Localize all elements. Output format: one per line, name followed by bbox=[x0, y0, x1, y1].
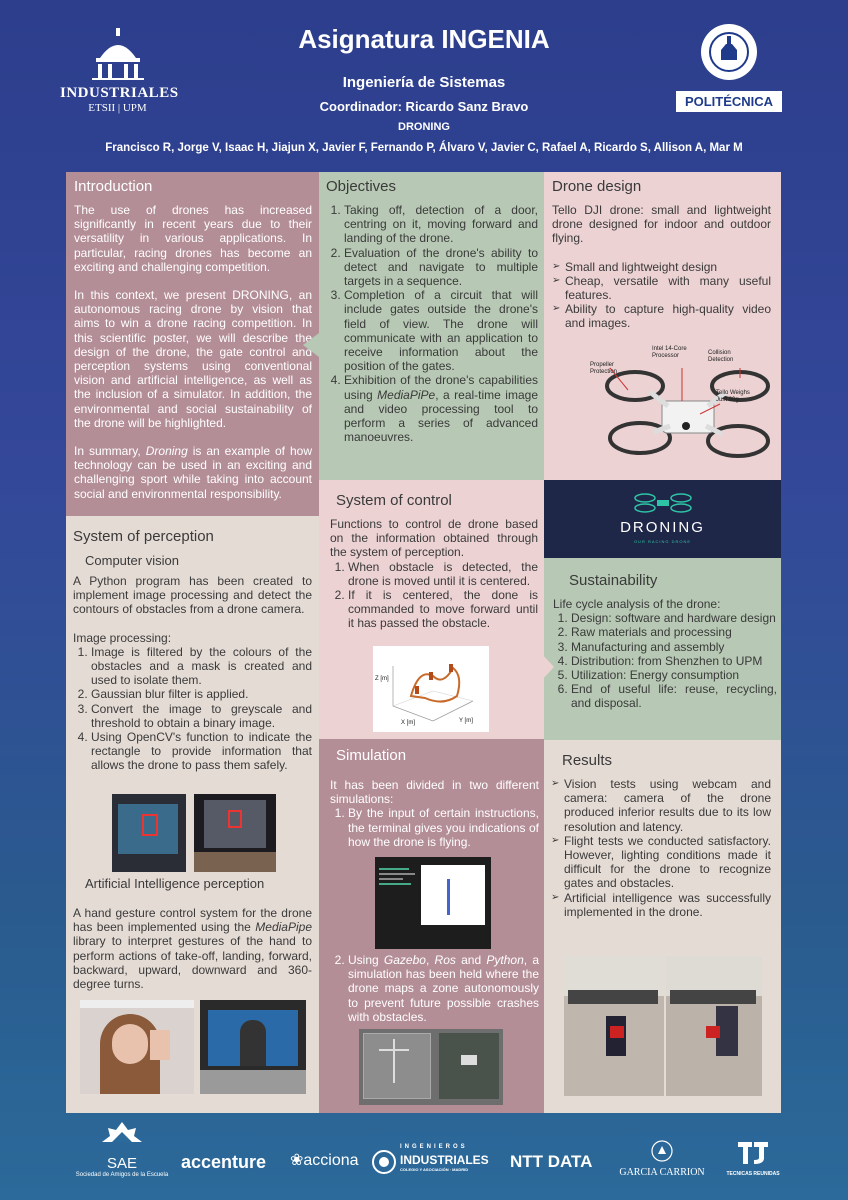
list-item: 3. Manufacturing and assembly bbox=[571, 640, 777, 654]
intro-paragraph-3: In summary, Droning is an example of how technology can be used in an exciting and challenging sport while taking into account social and environmental responsibility. bbox=[74, 444, 312, 501]
computer-vision-title: Computer vision bbox=[85, 553, 179, 568]
results-photo-2 bbox=[666, 956, 762, 1096]
page-title: Asignatura INGENIA bbox=[298, 24, 550, 54]
intro-paragraph-1: The use of drones has increased significantly in recent years due to their versatility in various applications. In particular, racing drones has become an exciting and challenging competition. bbox=[74, 203, 312, 274]
terminal-screenshot bbox=[375, 857, 491, 949]
objectives-panel bbox=[319, 172, 544, 480]
list-item: 3. Convert the image to greyscale and threshold to obtain a binary image. bbox=[91, 702, 312, 730]
tecnicas-reunidas-logo bbox=[718, 1140, 788, 1177]
drone-design-title: Drone design bbox=[552, 178, 642, 195]
control-list bbox=[330, 560, 538, 631]
ingenieros-industriales-logo bbox=[372, 1144, 500, 1174]
page-subtitle: Ingeniería de Sistemas bbox=[342, 74, 506, 91]
vision-test-photo-1 bbox=[112, 794, 186, 872]
crest-icon bbox=[651, 1140, 673, 1162]
list-item: 1. By the input of certain instructions, the terminal gives you indications of how the drone is flying. bbox=[348, 806, 539, 849]
image-processing-list bbox=[73, 645, 312, 773]
drone-design-panel bbox=[544, 172, 781, 480]
arrow-connector-icon bbox=[303, 330, 323, 360]
ing-sub: COLEGIO Y ASOCIACIÓN · MADRID bbox=[400, 1166, 469, 1172]
coordinator: Coordinador: Ricardo Sanz Bravo bbox=[319, 99, 529, 114]
control-title: System of control bbox=[336, 492, 452, 509]
list-item: ➢ Small and lightweight design bbox=[552, 260, 771, 274]
trajectory-plot bbox=[373, 646, 489, 732]
sae-text: SAE bbox=[106, 1155, 137, 1172]
sae-subtext: Sociedad de Amigos de la Escuela bbox=[75, 1172, 169, 1178]
garcia-text: GARCIA CARRION bbox=[619, 1167, 705, 1178]
objectives-title: Objectives bbox=[326, 178, 397, 195]
tecnicas-text: TECNICAS REUNIDAS bbox=[726, 1171, 780, 1177]
list-item: 3. Completion of a circuit that will include gates outside the drone's field of view. The drone will communicate with an application to receive information about the position of the gates. bbox=[344, 288, 538, 373]
list-item: 1. When obstacle is detected, the drone is moved until it is centered. bbox=[348, 560, 538, 588]
simulation-title: Simulation bbox=[336, 747, 407, 764]
perception-panel bbox=[66, 516, 319, 1113]
list-item: 5. Utilization: Energy consumption bbox=[571, 668, 777, 682]
image-processing-title: Image processing: bbox=[73, 630, 172, 645]
plot-z-label: Z [m] bbox=[375, 676, 389, 682]
objectives-list bbox=[326, 203, 538, 444]
industriales-sub: ETSII | UPM bbox=[88, 102, 147, 114]
plot-x-label: X [m] bbox=[401, 720, 416, 726]
perception-title: System of perception bbox=[73, 528, 214, 545]
hand-gesture-photo-2 bbox=[200, 1000, 306, 1094]
seal-icon bbox=[372, 1150, 396, 1174]
sustainability-title: Sustainability bbox=[569, 572, 658, 589]
processor-label: Intel 14-Core Processor bbox=[652, 346, 687, 359]
drone-logo-icon bbox=[633, 492, 693, 514]
simulation-list bbox=[330, 806, 539, 849]
ai-perception-title: Artificial Intelligence perception bbox=[85, 876, 265, 891]
arrow-connector-icon bbox=[540, 652, 554, 682]
simulation-list-2 bbox=[330, 953, 539, 1024]
drone-design-list bbox=[552, 260, 771, 331]
ai-perception-text: A hand gesture control system for the drone has been implemented using the MediaPipe library to interpret gestures of the hand to perform actions of take-off, landing, forward, backward, upward, downward and 360-degree turns. bbox=[73, 906, 312, 992]
list-item: 2. If it is centered, the done is commanded to move forward until it has passed the obstacle. bbox=[348, 588, 538, 631]
control-panel bbox=[319, 480, 544, 739]
sae-logo bbox=[62, 1120, 182, 1178]
computer-vision-text: A Python program has been created to implement image processing and detect the contours of obstacles from a drone camera. bbox=[73, 574, 312, 617]
list-item: 4. Distribution: from Shenzhen to UPM bbox=[571, 654, 777, 668]
politecnica-label: POLITÉCNICA bbox=[676, 91, 782, 112]
results-list bbox=[551, 777, 771, 919]
accenture-logo: accenture bbox=[181, 1152, 267, 1172]
list-item: 1. Design: software and hardware design bbox=[571, 611, 777, 625]
garcia-carrion-logo bbox=[612, 1140, 712, 1178]
ing-top: INGENIEROS bbox=[400, 1144, 468, 1150]
list-item: 2. Gaussian blur filter is applied. bbox=[91, 687, 312, 701]
list-item: 4. Exhibition of the drone's capabilities using MediaPiPe, a real-time image and video processing tool to perform a series of advanced manoeuvres. bbox=[344, 373, 538, 444]
sponsor-logos bbox=[0, 1120, 848, 1200]
tr-icon bbox=[736, 1140, 770, 1166]
list-item: ➢ Vision tests using webcam and camera: camera of the drone produced inferior results due to its low resolution and latency. bbox=[551, 777, 771, 834]
industriales-name: INDUSTRIALES bbox=[60, 85, 179, 101]
drone-design-text: Tello DJI drone: small and lightweight drone designed for indoor and outdoor flying. bbox=[552, 203, 771, 246]
list-item: ➢ Cheap, versatile with many useful features. bbox=[552, 274, 771, 302]
intro-paragraph-2: In this context, we present DRONING, an autonomous racing drone by vision that aims to win a drone racing competition. In this scientific poster, we will describe the design of the drone, the gate control and perception systems using conventional vision and artificial intelligence, as well as the inclusion of a simulator. In addition, the environmental and social sustainability of the drone will be highlighted. bbox=[74, 288, 312, 430]
list-item: 2. Raw materials and processing bbox=[571, 625, 777, 639]
acciona-logo: ❀acciona bbox=[290, 1152, 359, 1169]
control-text: Functions to control de drone based on the information obtained through the system of perception. bbox=[330, 517, 538, 560]
results-title: Results bbox=[562, 752, 613, 769]
sustainability-list bbox=[553, 611, 777, 710]
weight-label: Tello Weighs Just 80g bbox=[716, 390, 750, 403]
list-item: 2. Evaluation of the drone's ability to detect and navigate to multiple targets in a sequence. bbox=[344, 246, 538, 289]
project-name: DRONING bbox=[398, 121, 450, 133]
list-item: ➢ Ability to capture high-quality video and images. bbox=[552, 302, 771, 330]
simulation-panel bbox=[319, 739, 544, 1113]
ntt-data-logo: NTT DATA bbox=[510, 1152, 593, 1171]
drone-diagram bbox=[590, 346, 780, 476]
droning-logo-tagline: OUR RACING DRONE bbox=[633, 539, 692, 544]
list-item: ➢ Flight tests we conducted satisfactory. However, lighting conditions made it difficult for the drone to recognize gates and obstacles. bbox=[551, 834, 771, 891]
introduction-panel bbox=[66, 172, 319, 516]
results-panel bbox=[544, 740, 781, 1113]
collision-label: Collision Detection bbox=[708, 350, 734, 363]
hand-gesture-photo-1 bbox=[80, 1000, 194, 1094]
list-item: 1. Taking off, detection of a door, centring on it, moving forward and landing of the drone. bbox=[344, 203, 538, 246]
list-item: 2. Using Gazebo, Ros and Python, a simulation has been held where the drone maps a zone autonomously to prevent future possible crashes with obstacles. bbox=[348, 953, 539, 1024]
list-item: ➢ Artificial intelligence was successfully implemented in the drone. bbox=[551, 891, 771, 919]
gear-icon bbox=[102, 1120, 142, 1150]
authors: Francisco R, Jorge V, Isaac H, Jiajun X, Javier F, Fernando P, Álvaro V, Javier C, Rafael A, Ricardo S, Allison A, Mar M bbox=[105, 142, 743, 154]
results-photo-1 bbox=[564, 956, 664, 1096]
vision-test-photo-2 bbox=[194, 794, 276, 872]
gazebo-screenshot bbox=[359, 1029, 503, 1105]
sustainability-text: Life cycle analysis of the drone: bbox=[553, 597, 721, 611]
list-item: 1. Image is filtered by the colours of the obstacles and a mask is created and used to isolate them. bbox=[91, 645, 312, 688]
droning-logo-panel bbox=[544, 480, 781, 558]
simulation-text: It has been divided in two different simulations: bbox=[330, 778, 539, 807]
propeller-label: Propeller Protection bbox=[590, 362, 618, 375]
ing-main: INDUSTRIALES bbox=[400, 1152, 489, 1167]
plot-y-label: Y [m] bbox=[459, 718, 473, 724]
droning-logo-text: DRONING bbox=[620, 519, 705, 536]
acciona-icon: ❀ bbox=[290, 1152, 304, 1169]
list-item: 6. End of useful life: reuse, recycling, and disposal. bbox=[571, 682, 777, 710]
list-item: 4. Using OpenCV's function to indicate the rectangle to provide information that allows the drone to pass them safely. bbox=[91, 730, 312, 773]
introduction-title: Introduction bbox=[74, 178, 153, 195]
sustainability-panel bbox=[544, 558, 781, 740]
